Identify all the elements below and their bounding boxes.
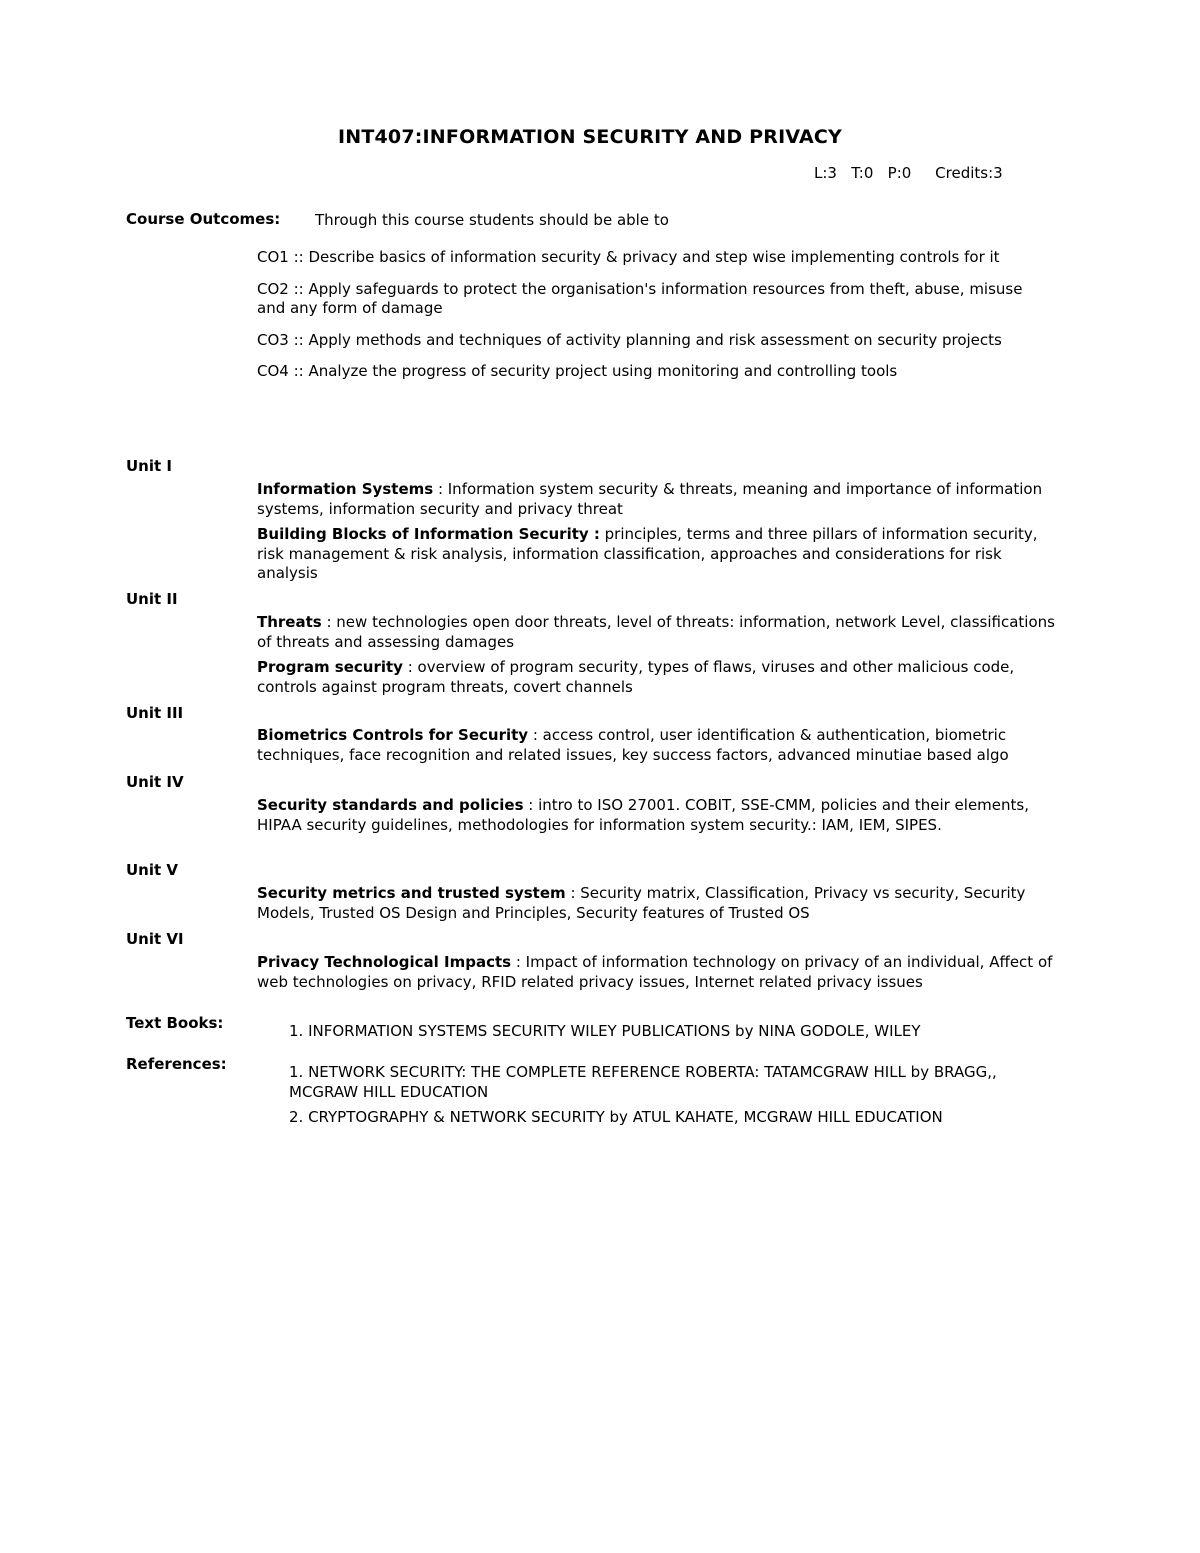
topic-title: Biometrics Controls for Security	[257, 726, 529, 744]
topic-text: : intro to ISO 27001. COBIT, SSE-CMM, policies and their elements, HIPAA security guidelines, methodologies for information system security.: IAM, IEM, SIPES.	[257, 796, 1029, 834]
course-outcomes-intro: Through this course students should be able to	[315, 211, 669, 229]
page-title: INT407:INFORMATION SECURITY AND PRIVACY	[337, 126, 843, 148]
co-item: CO2 :: Apply safeguards to protect the organisation's information resources from theft, abuse, misuse and any form of damage	[257, 279, 1023, 317]
unit-topic	[257, 658, 1067, 697]
unit-content	[257, 953, 1067, 992]
topic-title: Information Systems	[257, 480, 434, 498]
co-item: CO3 :: Apply methods and techniques of activity planning and risk assessment on security projects	[257, 330, 1002, 349]
text-books-list	[289, 1022, 1029, 1042]
unit-content	[257, 726, 1067, 765]
unit-label: Unit V	[126, 861, 179, 879]
co-item: CO4 :: Analyze the progress of security project using monitoring and controlling tools	[257, 362, 898, 380]
unit-label: Unit II	[126, 590, 178, 608]
references-list	[289, 1063, 1029, 1128]
unit-topic	[257, 525, 1067, 584]
topic-title: Security metrics and trusted system	[257, 884, 566, 902]
text-books-label: Text Books:	[126, 1014, 224, 1032]
co-item: CO1 :: Describe basics of information security & privacy and step wise implementing controls for it	[257, 248, 1000, 266]
topic-text: : Security matrix, Classification, Privacy vs security, Security Models, Trusted OS Design and Principles, Security features of Trusted OS	[257, 884, 1026, 922]
reference-item: 2. CRYPTOGRAPHY & NETWORK SECURITY by ATUL KAHATE, MCGRAW HILL EDUCATION	[289, 1108, 943, 1126]
unit-topic	[257, 884, 1067, 923]
topic-text: principles, terms and three pillars of information security, risk management & risk analysis, information classification, approaches and considerations for risk analysis	[257, 525, 1038, 582]
topic-title: Privacy Technological Impacts	[257, 953, 512, 971]
unit-content	[257, 796, 1067, 835]
unit-label: Unit VI	[126, 930, 184, 948]
course-outcomes-label: Course Outcomes:	[126, 210, 281, 228]
unit-label: Unit III	[126, 704, 184, 722]
topic-text: : Impact of information technology on privacy of an individual, Affect of web technologies on privacy, RFID related privacy issues, Internet related privacy issues	[257, 953, 1053, 991]
unit-content	[257, 480, 1067, 584]
unit-topic	[257, 953, 1067, 992]
topic-text: : access control, user identification & authentication, biometric techniques, face recognition and related issues, key success factors, advanced minutiae based algo	[257, 726, 1009, 764]
text-book-item: 1. INFORMATION SYSTEMS SECURITY WILEY PUBLICATIONS by NINA GODOLE, WILEY	[289, 1022, 921, 1040]
ltp-credits: L:3 T:0 P:0 Credits:3	[814, 164, 1003, 182]
unit-topic	[257, 726, 1067, 765]
unit-topic	[257, 796, 1067, 835]
topic-title: Program security	[257, 658, 403, 676]
topic-text: : new technologies open door threats, level of threats: information, network Level, classifications of threats and assessing damages	[257, 613, 1055, 651]
topic-title: Security standards and policies	[257, 796, 524, 814]
unit-topic	[257, 480, 1067, 519]
references-label: References:	[126, 1055, 227, 1073]
topic-text: : Information system security & threats, meaning and importance of information systems, information security and privacy threat	[257, 480, 1043, 518]
course-outcomes-list	[257, 248, 1032, 394]
unit-topic	[257, 613, 1067, 652]
unit-label: Unit I	[126, 457, 172, 475]
topic-text: : overview of program security, types of flaws, viruses and other malicious code, controls against program threats, covert channels	[257, 658, 1015, 696]
reference-item: 1. NETWORK SECURITY: THE COMPLETE REFERENCE ROBERTA: TATAMCGRAW HILL by BRAGG,, MCGRAW HILL EDUCATION	[289, 1063, 997, 1101]
unit-content	[257, 884, 1067, 923]
topic-title: Building Blocks of Information Security :	[257, 525, 600, 543]
unit-content	[257, 613, 1067, 697]
unit-label: Unit IV	[126, 773, 184, 791]
topic-title: Threats	[257, 613, 322, 631]
